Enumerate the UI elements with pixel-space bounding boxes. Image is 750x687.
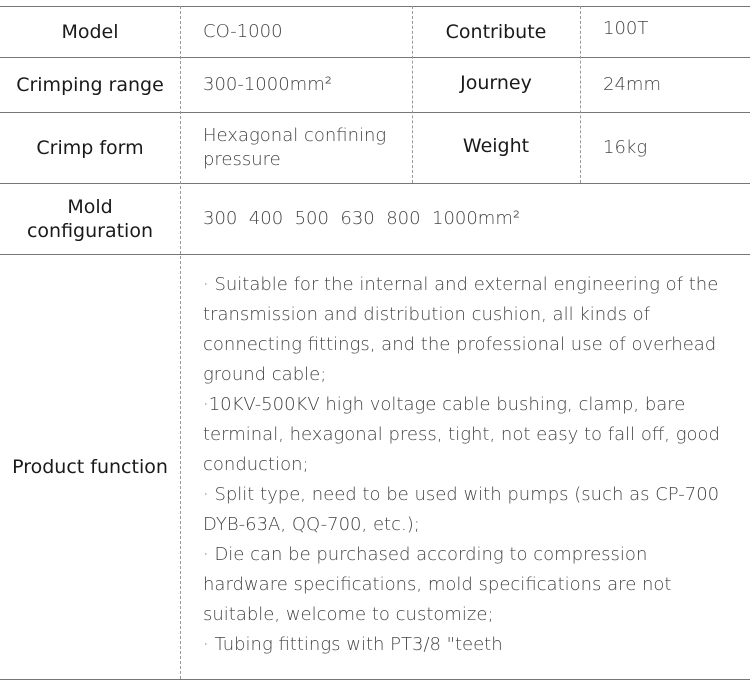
model-label: Model bbox=[61, 20, 119, 43]
product-function-line: ·10KV-500KV high voltage cable bushing, clamp, bare bbox=[203, 394, 686, 415]
product-function-line: · Die can be purchased according to compression bbox=[203, 544, 648, 565]
crimping-range-value: 300-1000mm² bbox=[203, 73, 332, 95]
product-function-line: terminal, hexagonal press, tight, not easy to fall off, good bbox=[203, 424, 720, 445]
crimping-range-label: Crimping range bbox=[16, 73, 164, 96]
mold-configuration-label: Mold configuration bbox=[26, 195, 154, 242]
product-function-line: · Split type, need to be used with pumps (such as CP-700 bbox=[203, 484, 720, 505]
column-divider bbox=[180, 6, 181, 679]
product-function-line: transmission and distribution cushion, all kinds of bbox=[203, 304, 651, 325]
journey-value: 24mm bbox=[603, 73, 661, 95]
row-divider bbox=[0, 679, 750, 680]
product-function-line: suitable, welcome to customize; bbox=[203, 604, 494, 625]
contribute-value: 100T bbox=[603, 18, 649, 39]
product-function-line: · Suitable for the internal and external engineering of the bbox=[203, 274, 719, 295]
crimp-form-value: Hexagonal confining pressure bbox=[203, 124, 387, 170]
product-function-line: hardware specifications, mold specifications are not bbox=[203, 574, 672, 595]
column-divider bbox=[580, 6, 581, 183]
journey-label: Journey bbox=[460, 72, 532, 94]
crimp-form-label: Crimp form bbox=[36, 136, 144, 159]
product-function-line: DYB-63A, QQ-700, etc.); bbox=[203, 514, 420, 535]
mold-configuration-value: 300 400 500 630 800 1000mm² bbox=[203, 207, 521, 229]
model-value: CO-1000 bbox=[203, 20, 283, 42]
contribute-label: Contribute bbox=[445, 20, 547, 43]
product-function-line: ground cable; bbox=[203, 364, 327, 385]
product-function-line: connecting fittings, and the professional use of overhead bbox=[203, 334, 717, 355]
product-function-label: Product function bbox=[12, 455, 168, 478]
product-function-list bbox=[203, 270, 733, 660]
weight-value: 16kg bbox=[603, 136, 648, 158]
product-function-line: conduction; bbox=[203, 454, 309, 475]
product-function-line: · Tubing fittings with PT3/8 "teeth bbox=[203, 634, 503, 655]
weight-label: Weight bbox=[462, 135, 530, 157]
